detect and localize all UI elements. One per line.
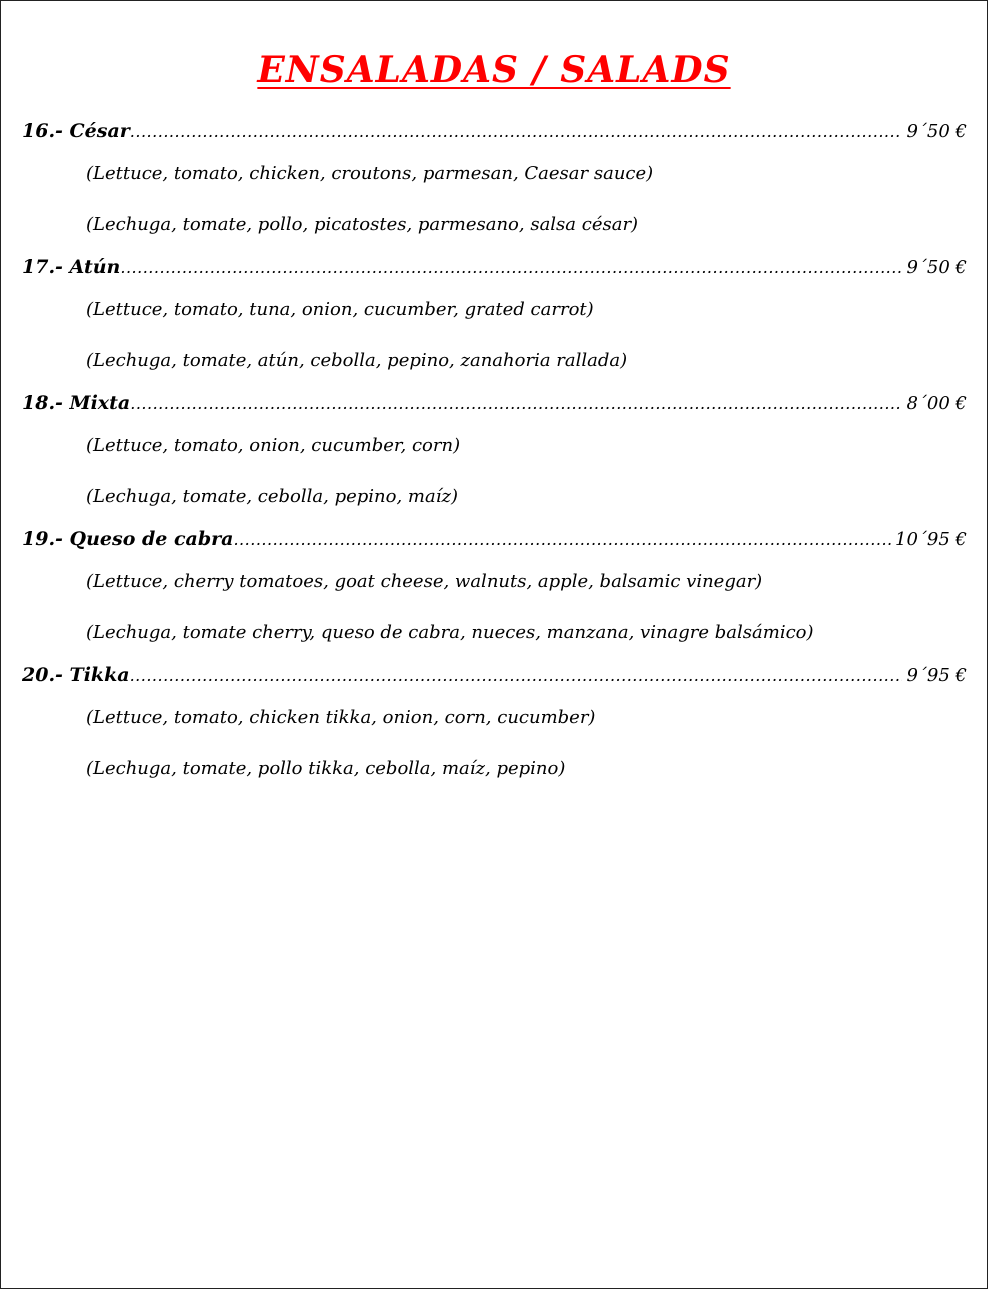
menu-item-cesar — [22, 114, 967, 250]
item-description-es: (Lechuga, tomate, pollo tikka, cebolla, maíz, pepino) — [86, 758, 566, 779]
menu-list — [22, 114, 967, 794]
item-description-en: (Lettuce, cherry tomatoes, goat cheese, walnuts, apple, balsamic vinegar) — [86, 571, 763, 592]
item-line — [22, 114, 967, 148]
menu-item-mixta — [22, 386, 967, 522]
item-price: 9´50 € — [906, 121, 967, 142]
dot-leader — [130, 387, 902, 421]
item-line — [22, 658, 967, 692]
item-description-en: (Lettuce, tomato, chicken tikka, onion, corn, cucumber) — [86, 707, 596, 728]
dot-leader — [130, 115, 903, 149]
item-name: 18.- Mixta — [22, 392, 131, 414]
item-line — [22, 522, 967, 556]
page-title: ENSALADAS / SALADS — [257, 49, 731, 92]
item-name: 16.- César — [22, 120, 130, 142]
menu-item-queso-de-cabra — [22, 522, 967, 658]
item-price: 9´95 € — [906, 665, 967, 686]
item-description-en: (Lettuce, tomato, tuna, onion, cucumber, grated carrot) — [86, 299, 594, 320]
dot-leader — [233, 523, 891, 557]
item-name: 17.- Atún — [22, 256, 121, 278]
item-description-en: (Lettuce, tomato, onion, cucumber, corn) — [86, 435, 461, 456]
item-line — [22, 386, 967, 420]
item-line — [22, 250, 967, 284]
dot-leader — [120, 251, 902, 285]
item-description-en: (Lettuce, tomato, chicken, croutons, parmesan, Caesar sauce) — [86, 163, 654, 184]
dot-leader — [130, 659, 903, 693]
item-name: 20.- Tikka — [22, 664, 130, 686]
item-description-es: (Lechuga, tomate, atún, cebolla, pepino, zanahoria rallada) — [86, 350, 628, 371]
item-price: 8´00 € — [906, 393, 967, 414]
item-description-es: (Lechuga, tomate, cebolla, pepino, maíz) — [86, 486, 458, 507]
menu-item-atun — [22, 250, 967, 386]
item-description-es: (Lechuga, tomate cherry, queso de cabra, nueces, manzana, vinagre balsámico) — [86, 622, 814, 643]
item-price: 10´95 € — [895, 529, 967, 550]
item-description-es: (Lechuga, tomate, pollo, picatostes, parmesano, salsa césar) — [86, 214, 639, 235]
item-name: 19.- Queso de cabra — [22, 528, 234, 550]
menu-item-tikka — [22, 658, 967, 794]
item-price: 9´50 € — [906, 257, 967, 278]
